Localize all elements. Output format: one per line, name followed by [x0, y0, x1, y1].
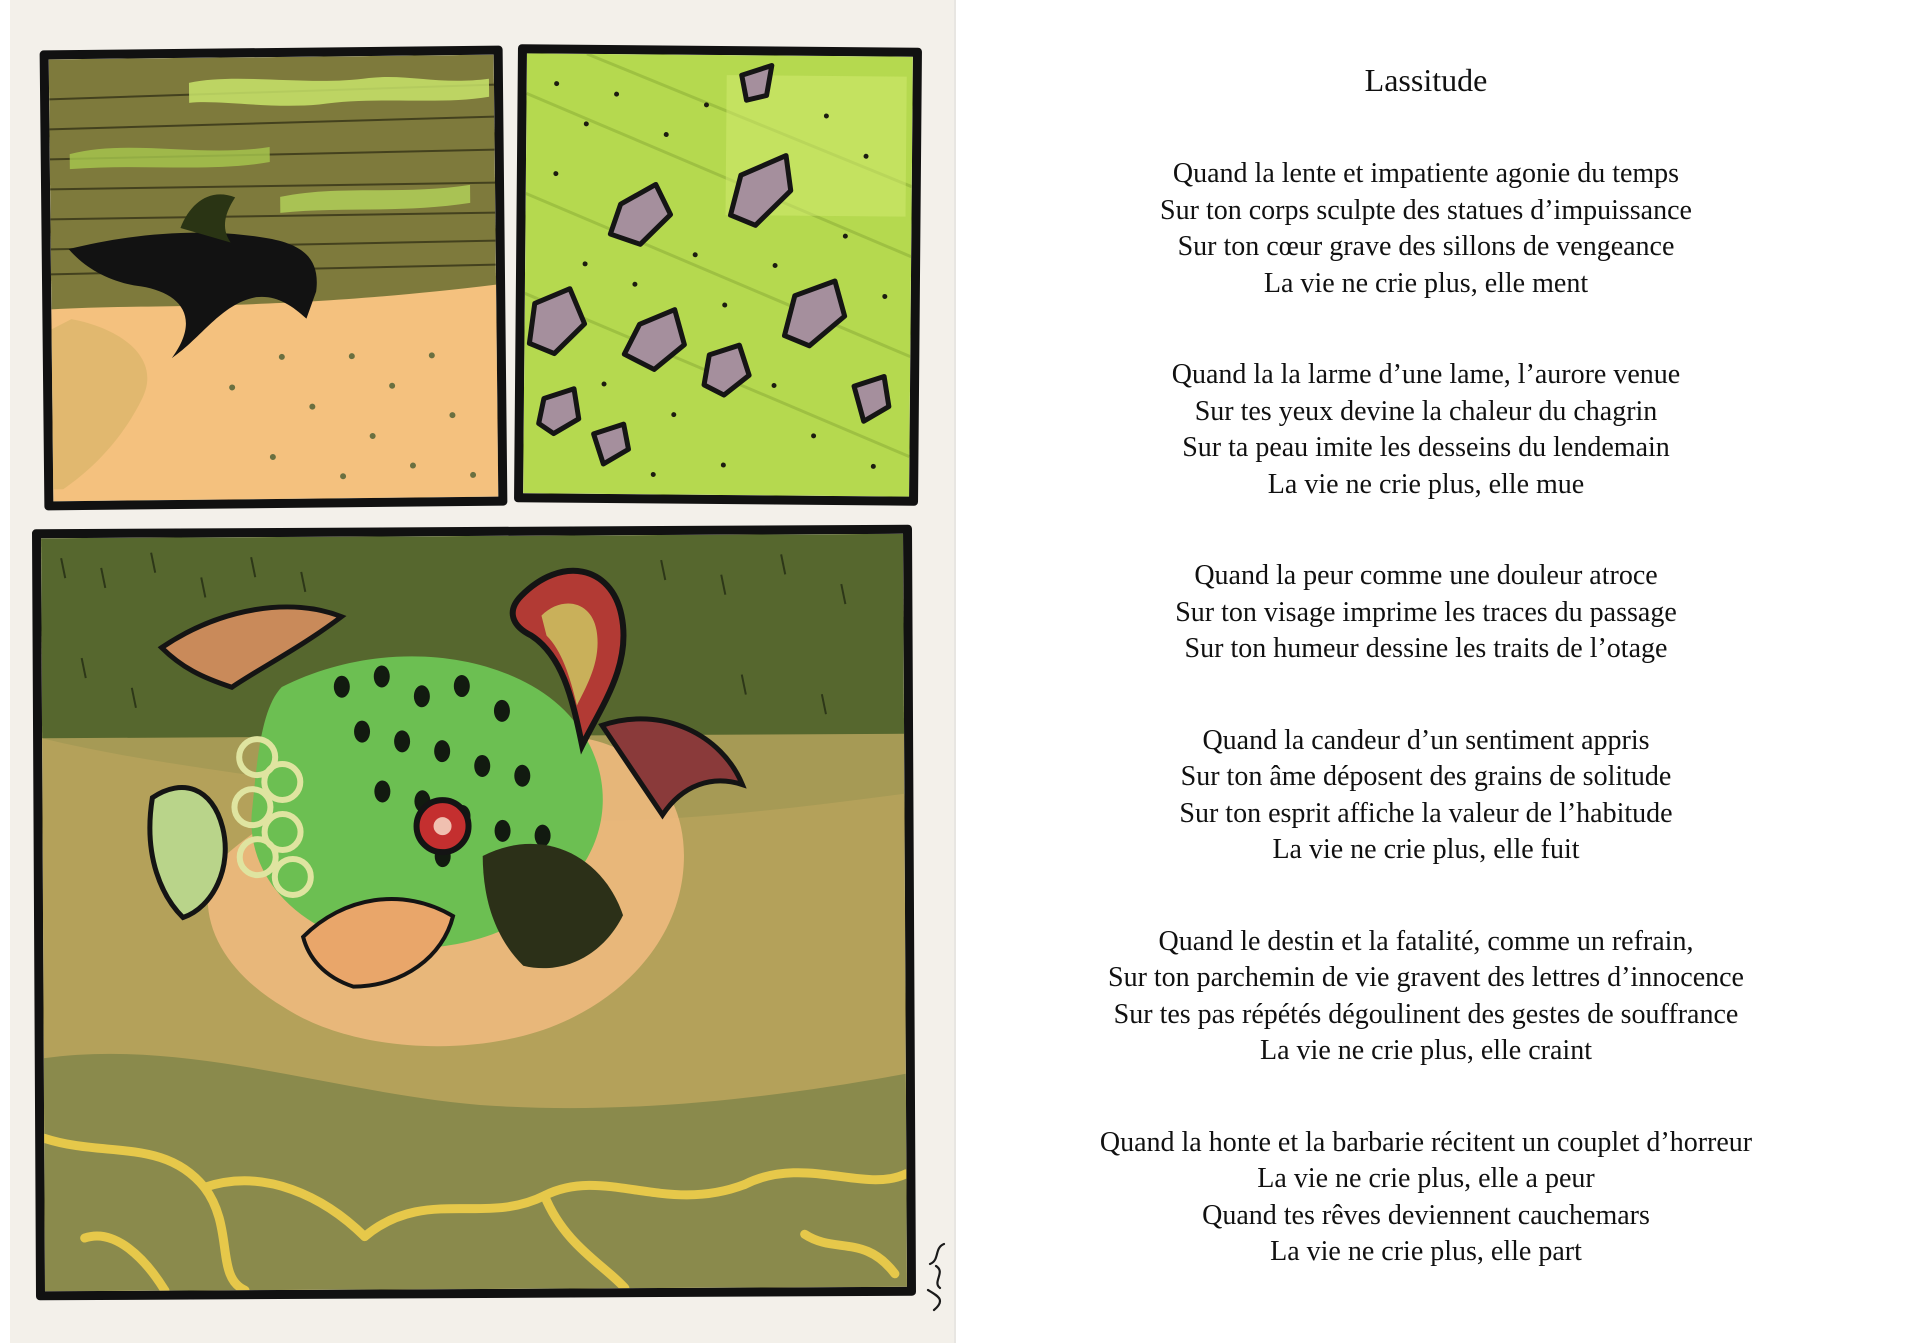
poem-verse: La vie ne crie plus, elle ment: [1263, 267, 1589, 299]
poem-verse: Sur ton humeur dessine les traits de l’otage: [1184, 633, 1668, 664]
poem-verse: La vie ne crie plus, elle part: [1270, 1236, 1582, 1267]
panel-shards: [514, 44, 922, 506]
poem-verse: Quand le destin et la fatalité, comme un refrain,: [1158, 925, 1694, 957]
poem-verse: La vie ne crie plus, elle craint: [1260, 1035, 1592, 1066]
poem-stanza: [956, 924, 1896, 1070]
poem-body: [956, 156, 1896, 1326]
poem-verse: La vie ne crie plus, elle fuit: [1272, 834, 1580, 865]
poem-stanza: [956, 1125, 1896, 1271]
poem-verse: Sur ton cœur grave des sillons de vengeance: [1177, 231, 1675, 262]
poem-verse: Quand la peur comme une douleur atroce: [1194, 560, 1658, 591]
poem-verse: Sur ton visage imprime les traces du passage: [1175, 596, 1677, 628]
artist-signature-icon: [916, 1238, 956, 1318]
poem-page: [956, 0, 1919, 1343]
poem-verse: Quand la candeur d’un sentiment appris: [1202, 724, 1650, 756]
poem-verse: La vie ne crie plus, elle a peur: [1257, 1163, 1595, 1194]
poem-verse: La vie ne crie plus, elle mue: [1267, 468, 1585, 500]
poem-verse: Sur ta peau imite les desseins du lendemain: [1182, 432, 1670, 463]
illustration-page: [10, 0, 954, 1343]
panel-creature: [32, 525, 916, 1301]
poem-stanza: [956, 558, 1896, 668]
poem-verse: Sur ton âme déposent des grains de solitude: [1180, 761, 1672, 792]
poem-verse: Sur tes yeux devine la chaleur du chagrin: [1194, 395, 1658, 427]
poem-verse: Sur tes pas répétés dégoulinent des gestes de souffrance: [1113, 998, 1739, 1030]
poem-stanza: [956, 156, 1896, 302]
poem-verse: Sur ton esprit affiche la valeur de l’habitude: [1179, 797, 1673, 829]
poem-verse: Sur ton corps sculpte des statues d’impuissance: [1160, 194, 1692, 226]
poem-stanza: [956, 723, 1896, 869]
poem-verse: Quand la lente et impatiente agonie du temps: [1172, 158, 1680, 189]
panel-landscape: [40, 46, 508, 511]
poem-verse: Quand la honte et la barbarie récitent un couplet d’horreur: [1099, 1126, 1753, 1158]
poem-verse: Quand tes rêves deviennent cauchemars: [1202, 1199, 1650, 1231]
poem-verse: Quand la la larme d’une lame, l’aurore venue: [1171, 359, 1681, 390]
poem-verse: Sur ton parchemin de vie gravent des lettres d’innocence: [1108, 962, 1744, 993]
poem-title: Lassitude: [1364, 62, 1488, 98]
poem-stanza: [956, 357, 1896, 503]
